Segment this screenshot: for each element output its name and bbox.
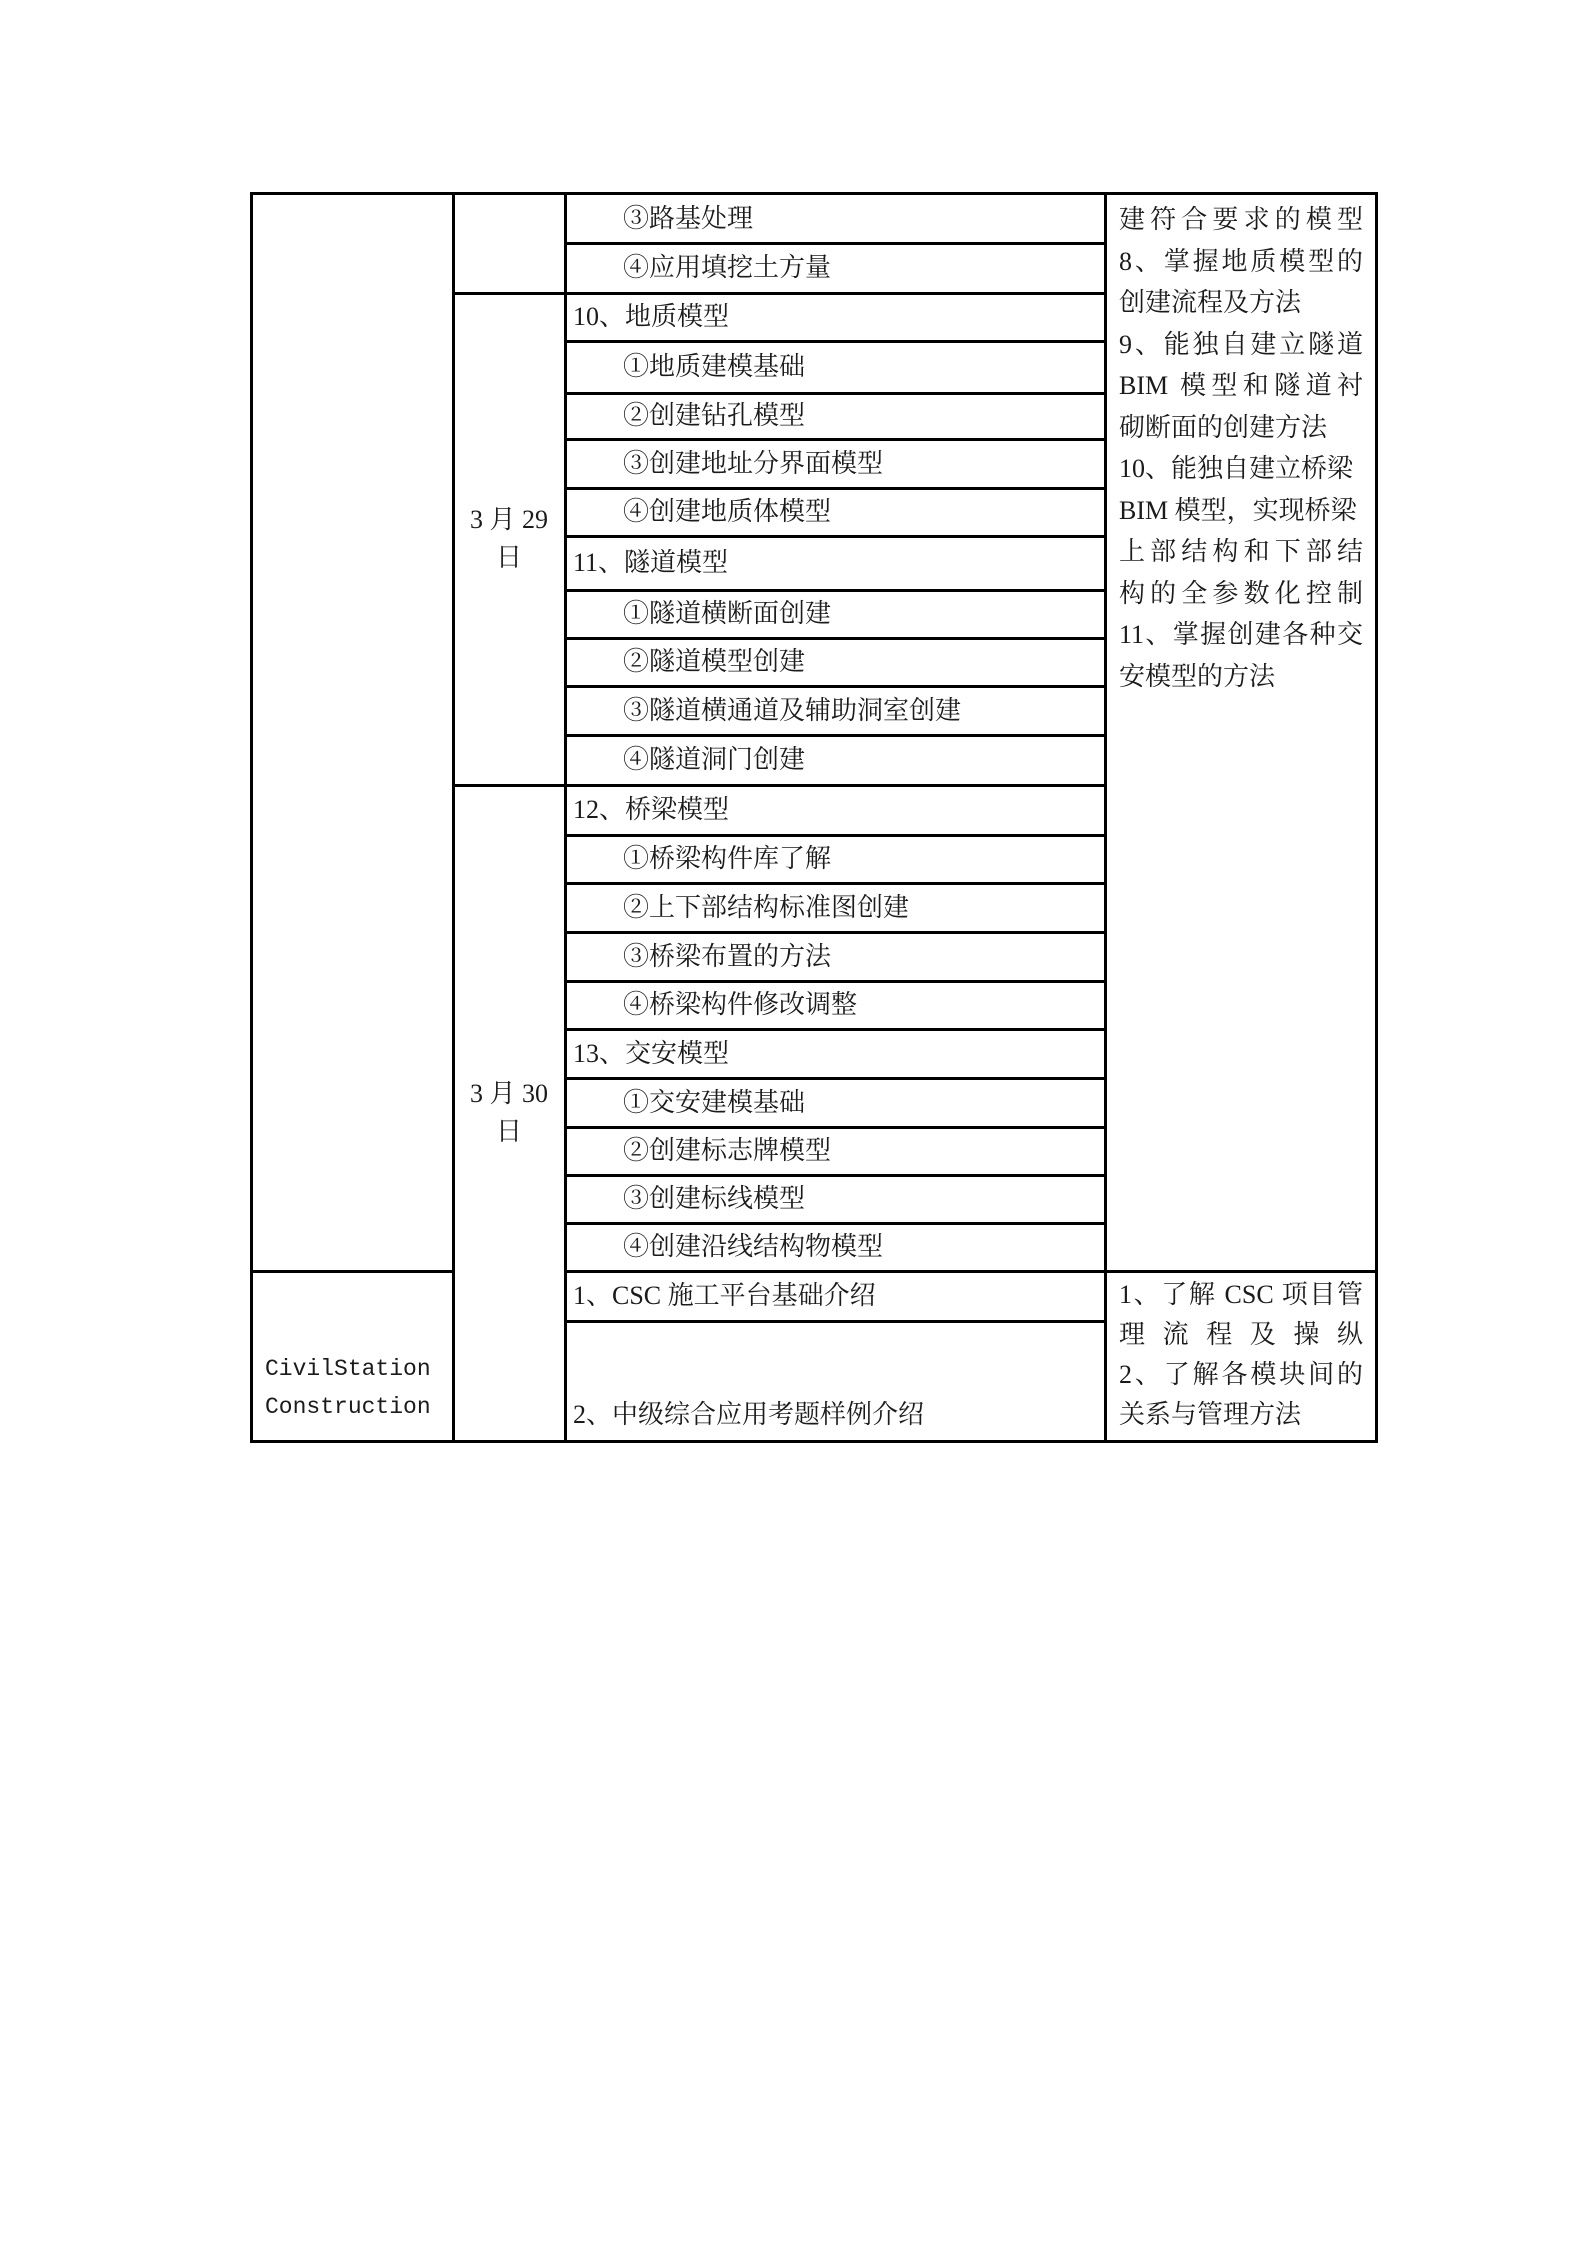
content-row: ④创建沿线结构物模型 [623,1232,884,1261]
grid-line-horizontal [565,637,1105,640]
grid-line-horizontal [1105,1270,1375,1273]
objective-line: 11、掌握创建各种交 [1119,620,1363,649]
grid-line-horizontal [253,1270,453,1273]
objective-line: BIM 模型和隧道衬 [1119,371,1363,400]
content-row: ②创建标志牌模型 [623,1136,832,1165]
content-row: 10、地质模型 [573,302,730,331]
content-row: ②隧道模型创建 [623,647,806,676]
grid-line-horizontal [565,392,1105,395]
content-row: ②创建钻孔模型 [623,401,806,430]
objectives-cell-bottom [1105,1271,1375,1440]
objective-line: 10、能独自建立桥梁 [1119,454,1354,483]
content-row: ①桥梁构件库了解 [623,844,832,873]
objective-line: 构的全参数化控制 [1119,578,1363,608]
grid-line-vertical [1104,195,1107,1440]
grid-line-horizontal [565,1222,1105,1225]
grid-line-horizontal [565,784,1105,787]
date-line: 日 [495,1116,522,1146]
grid-line-horizontal [565,685,1105,688]
grid-line-horizontal [565,882,1105,885]
content-row: 12、桥梁模型 [573,795,730,824]
objective-line: 2、了解各模块间的 [1119,1360,1363,1389]
grid-line-horizontal [565,340,1105,343]
grid-line-vertical [564,195,567,1440]
schedule-table [250,192,1378,1443]
objective-line: 关系与管理方法 [1119,1400,1302,1429]
content-row: 2、中级综合应用考题样例介绍 [573,1400,925,1429]
grid-line-horizontal [565,834,1105,837]
grid-line-horizontal [565,1077,1105,1080]
objective-line: 建符合要求的模型 [1119,205,1363,234]
course-name-cell [253,1271,453,1440]
objective-line: 砌断面的创建方法 [1119,412,1328,442]
content-row: ③路基处理 [623,204,754,233]
date-line: 3 月 30 [469,1078,548,1108]
content-row: ③创建地址分界面模型 [623,448,884,478]
content-row: ①地质建模基础 [623,352,806,381]
grid-line-horizontal [565,1028,1105,1031]
grid-line-horizontal [565,931,1105,934]
content-row: ②上下部结构标准图创建 [623,892,910,922]
content-row: ③创建标线模型 [623,1184,806,1213]
objective-line: 9、能独自建立隧道 [1119,329,1363,359]
objective-line: 安模型的方法 [1119,661,1276,691]
grid-line-horizontal [565,535,1105,538]
objective-line: 1、了解 CSC 项目管 [1119,1280,1363,1309]
content-row: ①隧道横断面创建 [623,599,832,628]
content-row: ④桥梁构件修改调整 [623,990,858,1019]
content-row: ③桥梁布置的方法 [623,941,832,971]
objective-line: 创建流程及方法 [1119,288,1302,317]
content-row: 13、交安模型 [573,1038,730,1068]
objective-line: 8、掌握地质模型的 [1119,246,1363,276]
objective-line: BIM 模型，实现桥梁 [1119,495,1357,525]
grid-line-horizontal [565,1174,1105,1177]
course-name-line: CivilStation [265,1356,431,1382]
objective-line: 理流程及操纵 [1119,1320,1363,1349]
content-row: 1、CSC 施工平台基础介绍 [573,1281,876,1310]
grid-line-horizontal [565,292,1105,295]
grid-line-horizontal [565,1126,1105,1129]
course-name-line: Construction [265,1394,431,1420]
content-row: 11、隧道模型 [573,548,729,577]
content-row: ③隧道横通道及辅助洞室创建 [623,695,962,725]
content-row: ①交安建模基础 [623,1087,806,1117]
grid-line-horizontal [565,980,1105,983]
objectives-cell-top [1105,195,1375,1271]
date-cell-mar-29 [453,293,565,785]
grid-line-vertical [452,195,455,1440]
content-row: ④应用填挖土方量 [623,253,832,282]
content-row: ④隧道洞门创建 [623,745,806,774]
content-row: ④创建地质体模型 [623,497,832,526]
grid-line-horizontal [565,1320,1105,1323]
grid-line-horizontal [565,242,1105,245]
grid-line-horizontal [565,438,1105,441]
grid-line-horizontal [453,292,565,295]
grid-line-horizontal [565,589,1105,592]
date-line: 3 月 29 [469,505,548,534]
grid-line-horizontal [565,734,1105,737]
grid-line-horizontal [453,784,565,787]
objective-line: 上部结构和下部结 [1119,537,1363,566]
grid-line-horizontal [565,487,1105,490]
date-cell-mar-30 [453,785,565,1440]
date-line: 日 [495,543,522,572]
grid-line-horizontal [565,1270,1105,1273]
